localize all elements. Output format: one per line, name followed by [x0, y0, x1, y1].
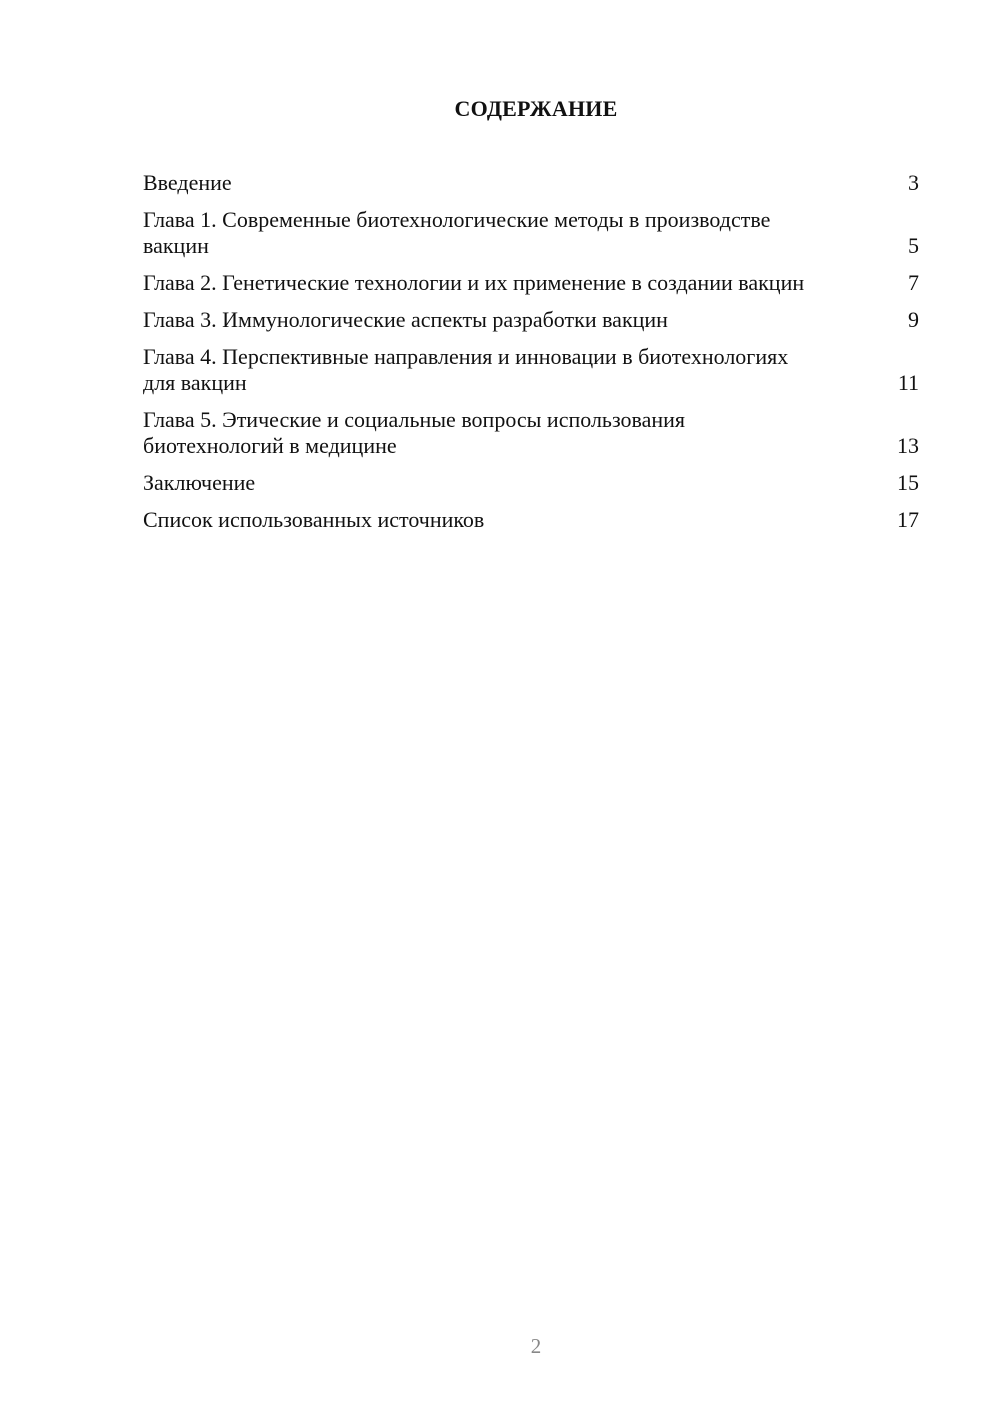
toc-entry-title: Глава 2. Генетические технологии и их применение в создании вакцин — [143, 270, 805, 295]
toc-entry-page: 9 — [908, 307, 919, 332]
toc-entry-chapter-5 — [143, 407, 919, 459]
toc-entry-page: 17 — [897, 507, 919, 532]
toc-entry-page: 7 — [908, 270, 919, 295]
toc-entry-title: Введение — [143, 170, 232, 195]
toc-entry-chapter-4 — [143, 344, 919, 396]
toc-entry-page: 13 — [897, 433, 919, 458]
toc-entry-page: 3 — [908, 170, 919, 195]
page-number: 2 — [530, 1334, 542, 1358]
toc-entry-page: 15 — [897, 470, 919, 495]
toc-entry-title: Заключение — [143, 470, 256, 495]
toc-entry-chapter-2 — [143, 270, 919, 296]
toc-entry-title: Глава 5. Этические и социальные вопросы использования биотехнологий в медицине — [143, 407, 686, 458]
toc-entry-references — [143, 507, 919, 533]
toc-entry-conclusion — [143, 470, 919, 496]
toc-entry-introduction — [143, 170, 919, 196]
page-title: СОДЕРЖАНИЕ — [454, 96, 618, 121]
toc-entry-title: Глава 4. Перспективные направления и инновации в биотехнологиях для вакцин — [143, 344, 789, 395]
table-of-contents — [143, 170, 919, 544]
toc-entry-page: 5 — [908, 233, 919, 258]
toc-entry-title: Глава 3. Иммунологические аспекты разработки вакцин — [143, 307, 668, 332]
toc-entry-page: 11 — [897, 370, 919, 395]
toc-entry-title: Глава 1. Современные биотехнологические методы в производстве вакцин — [143, 207, 771, 258]
toc-entry-chapter-3 — [143, 307, 919, 333]
toc-entry-chapter-1 — [143, 207, 919, 259]
toc-entry-title: Список использованных источников — [143, 507, 485, 532]
